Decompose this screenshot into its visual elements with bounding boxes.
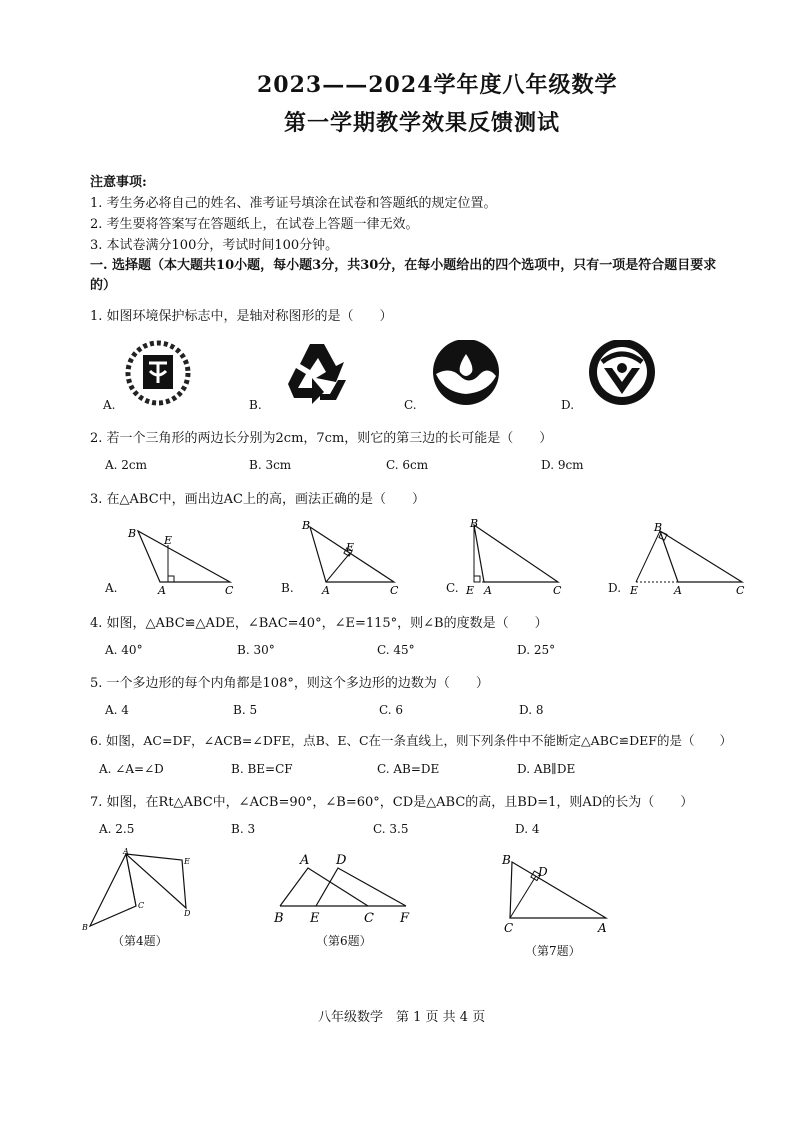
- q2-option-c: C. 6cm: [386, 458, 429, 472]
- exam-title-line1: 2023——2024学年度八年级数学: [257, 72, 618, 98]
- q1-option-a: A.: [103, 398, 116, 412]
- caption-fig7: （第7题）: [525, 944, 581, 958]
- q3c-label-b: B: [470, 517, 479, 530]
- q7-option-b: B. 3: [231, 822, 256, 836]
- q3b-label-c: C: [390, 584, 399, 597]
- q3a-label-a: A: [158, 584, 166, 597]
- q3a-label-c: C: [225, 584, 234, 597]
- question-3-stem: 3. 在△ABC中，画出边AC上的高，画法正确的是（ ）: [90, 492, 425, 507]
- section-heading-cont: 的）: [90, 278, 117, 293]
- fig6-label-c: C: [364, 911, 374, 926]
- q2-option-d: D. 9cm: [541, 458, 584, 472]
- q3-figure-b: [301, 519, 399, 597]
- q3a-label-e: E: [164, 534, 173, 547]
- q7-option-d: D. 4: [515, 822, 540, 836]
- note-item: 2. 考生要将答案写在答题纸上，在试卷上答题一律无效。: [90, 217, 419, 232]
- fig6-label-b: B: [274, 911, 284, 926]
- q3-figure-d: [629, 521, 745, 597]
- fig4-label-c: C: [138, 901, 145, 910]
- q3-option-b: B.: [281, 581, 294, 595]
- q3c-label-e: E: [466, 584, 475, 597]
- notes-heading: 注意事项:: [90, 175, 147, 190]
- section-heading: 一. 选择题（本大题共10小题，每小题3分，共30分，在每小题给出的四个选项中，只有一项是符合题目要求: [90, 258, 717, 273]
- q3c-label-a: A: [484, 584, 492, 597]
- fig6-label-a: A: [300, 853, 310, 868]
- q4-option-a: A. 40°: [105, 643, 143, 657]
- q1-option-b: B.: [249, 398, 262, 412]
- figure-7: [501, 853, 607, 935]
- q3d-label-c: C: [736, 584, 745, 597]
- note-item: 1. 考生务必将自己的姓名、准考证号填涂在试卷和答题纸的规定位置。: [90, 196, 497, 211]
- q6-option-b: B. BE=CF: [231, 762, 293, 776]
- figure-4: [81, 847, 191, 932]
- fig6-label-d: D: [336, 853, 347, 868]
- caption-fig6: （第6题）: [316, 934, 372, 948]
- fig7-label-a: A: [598, 921, 607, 935]
- fig7-label-b: B: [502, 853, 511, 867]
- water-drop-logo-icon: [433, 340, 499, 405]
- caption-fig4: （第4题）: [112, 934, 168, 948]
- q1-option-c: C.: [404, 398, 417, 412]
- fig4-label-d: D: [184, 909, 191, 918]
- q3-option-c: C.: [446, 581, 459, 595]
- q6-option-d: D. AB∥DE: [517, 762, 576, 776]
- q3-option-a: A.: [105, 581, 118, 595]
- question-4-stem: 4. 如图，△ABC≌△ADE，∠BAC=40°，∠E=115°，则∠B的度数是（ ）: [90, 616, 548, 631]
- q3-option-d: D.: [608, 581, 622, 595]
- q3d-label-e: E: [630, 584, 639, 597]
- question-5-stem: 5. 一个多边形的每个内角都是108°，则这个多边形的边数为（ ）: [90, 676, 489, 691]
- note-item: 3. 本试卷满分100分，考试时间100分钟。: [90, 238, 339, 253]
- recycle-icon: [288, 344, 346, 404]
- q1-logos: [120, 340, 760, 412]
- fig4-label-b: B: [82, 923, 88, 932]
- question-2-stem: 2. 若一个三角形的两边长分别为2cm，7cm，则它的第三边的长可能是（ ）: [90, 431, 553, 446]
- q3-figure-a: [127, 527, 234, 597]
- q5-option-b: B. 5: [233, 703, 258, 717]
- fig6-label-f: F: [400, 911, 410, 926]
- q3b-label-a: A: [322, 584, 330, 597]
- q5-option-a: A. 4: [105, 703, 129, 717]
- question-7-stem: 7. 如图，在Rt△ABC中，∠ACB=90°，∠B=60°，CD是△ABC的高，且BD=1，则AD的长为（ ）: [90, 795, 694, 810]
- q3b-label-e: E: [346, 541, 355, 554]
- fig6-label-e: E: [310, 911, 320, 926]
- q6-option-a: A. ∠A=∠D: [99, 762, 164, 776]
- q4-option-d: D. 25°: [517, 643, 556, 657]
- bottom-figures: [70, 846, 690, 936]
- question-1-stem: 1. 如图环境保护标志中，是轴对称图形的是（ ）: [90, 309, 393, 324]
- q5-option-d: D. 8: [519, 703, 544, 717]
- figure-6: [273, 853, 410, 926]
- q4-option-b: B. 30°: [237, 643, 275, 657]
- q3c-label-c: C: [553, 584, 562, 597]
- q5-option-c: C. 6: [379, 703, 404, 717]
- exam-title-line2: 第一学期教学效果反馈测试: [284, 110, 561, 136]
- q3a-label-b: B: [128, 527, 137, 540]
- q3-figure-c: [465, 517, 562, 597]
- q1-option-d: D.: [561, 398, 575, 412]
- page-footer: 八年级数学 第 1 页 共 4 页: [318, 1010, 486, 1025]
- q3d-label-a: A: [674, 584, 682, 597]
- q7-option-a: A. 2.5: [99, 822, 135, 836]
- q3b-label-b: B: [302, 519, 311, 532]
- q3d-label-b: B: [654, 521, 663, 534]
- q2-option-b: B. 3cm: [249, 458, 292, 472]
- q7-option-c: C. 3.5: [373, 822, 409, 836]
- q3-figures: [100, 515, 760, 597]
- fig4-label-a: A: [123, 847, 129, 856]
- q2-option-a: A. 2cm: [105, 458, 148, 472]
- q4-option-c: C. 45°: [377, 643, 415, 657]
- fig4-label-e: E: [184, 857, 190, 866]
- question-6-stem: 6. 如图，AC=DF，∠ACB=∠DFE，点B、E、C在一条直线上，则下列条件中不能断定△ABC≌DEF的是（ ）: [90, 733, 732, 748]
- fig7-label-d: D: [538, 865, 548, 879]
- circle-v-logo-icon: [589, 340, 655, 405]
- q6-option-c: C. AB=DE: [377, 762, 440, 776]
- fig7-label-c: C: [504, 921, 514, 935]
- wreath-logo-icon: [128, 343, 188, 403]
